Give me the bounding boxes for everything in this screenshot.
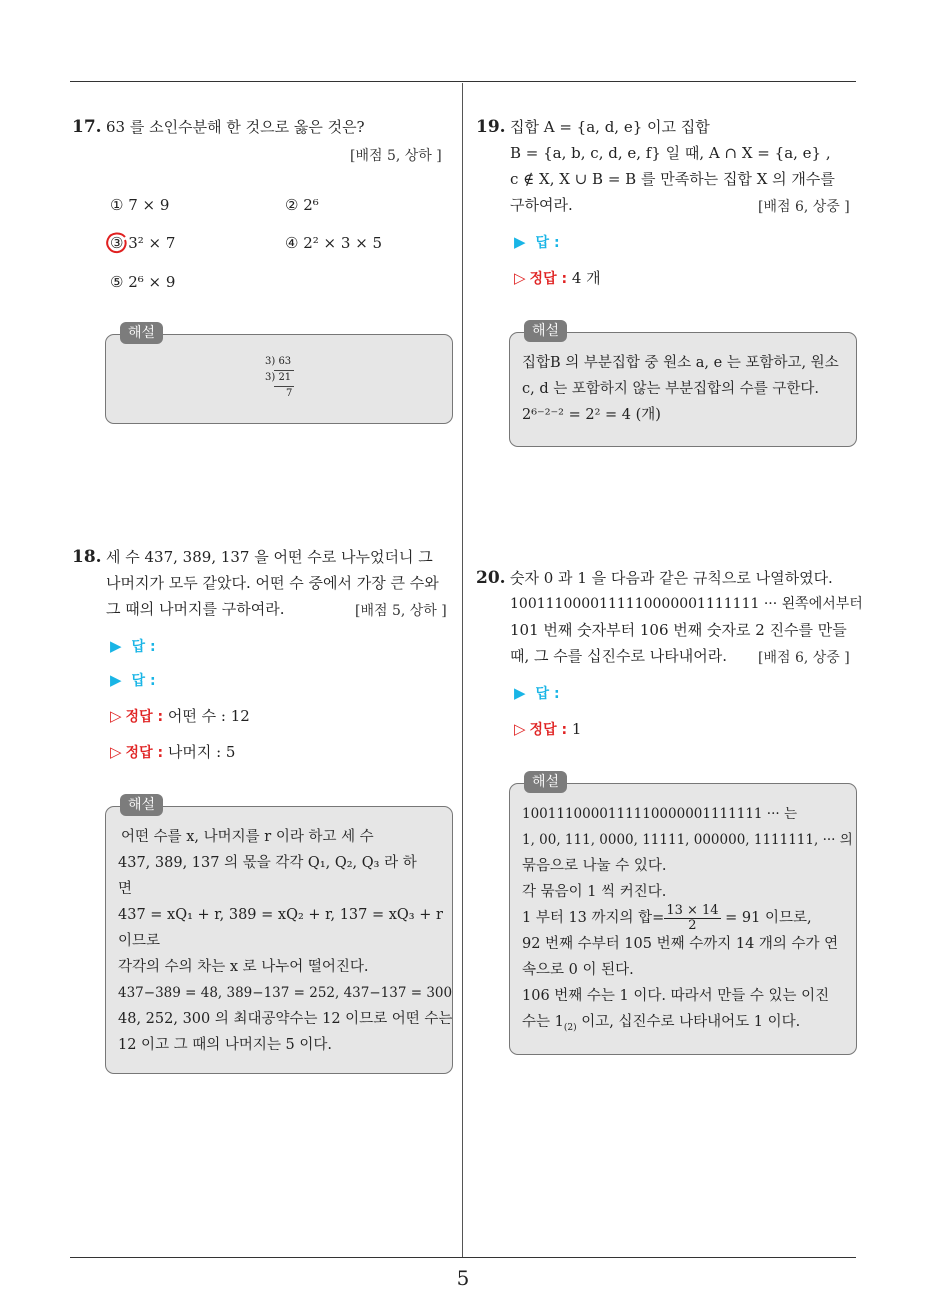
q20-explain-line-8: 106 번째 수는 1 이다. 따라서 만들 수 있는 이진: [522, 988, 830, 1004]
division-bar-1: [274, 370, 294, 371]
q18-answer-field-1[interactable]: ▶ 답 :: [110, 637, 156, 655]
outline-triangle-icon: ▷: [110, 743, 122, 761]
q20-explain-tag: 해설: [524, 771, 567, 793]
play-triangle-icon: ▶: [110, 671, 122, 689]
q19-line-1: 집합 A = {a, d, e} 이고 집합: [510, 118, 710, 136]
q20-explain-line-4: 각 묶음이 1 씩 커진다.: [522, 884, 667, 900]
q17-explain-line-2: 3) 21: [265, 372, 292, 383]
page-number: 5: [456, 1266, 470, 1290]
bottom-rule: [70, 1257, 856, 1258]
q18-number: 18.: [72, 547, 102, 567]
q18-line-1: 세 수 437, 389, 137 을 어떤 수로 나누었더니 그: [106, 548, 433, 566]
top-rule: [70, 81, 856, 82]
q19-number: 19.: [476, 117, 506, 137]
q18-line-2: 나머지가 모두 같았다. 어떤 수 중에서 가장 큰 수와: [106, 574, 439, 592]
q17-explain-line-1: 3) 63: [265, 356, 292, 367]
q20-explain-line-1: 1001110000111110000001111111 ··· 는: [522, 806, 797, 822]
q20-number: 20.: [476, 568, 506, 588]
q20-explain-line-7: 속으로 0 이 된다.: [522, 962, 634, 978]
q20-line-2: 1001110000111110000001111111 ··· 왼쪽에서부터: [510, 596, 863, 612]
q17-choice-4[interactable]: ④ 2² × 3 × 5: [285, 234, 383, 252]
q17-text: 63 를 소인수분해 한 것으로 옳은 것은?: [106, 118, 365, 136]
column-divider: [462, 83, 463, 1257]
q18-explain-tag: 해설: [120, 794, 163, 816]
q20-explain-line-6: 92 번째 수부터 105 번째 수까지 14 개의 수가 연: [522, 936, 839, 952]
q19-answer-field[interactable]: ▶ 답 :: [514, 233, 560, 251]
q17-choice-5[interactable]: ⑤ 2⁶ × 9: [110, 273, 176, 291]
q18-explain-line-3: 면: [118, 881, 133, 897]
q18-explain-line-6: 각각의 수의 차는 x 로 나누어 떨어진다.: [118, 959, 369, 975]
division-bar-2: [274, 386, 294, 387]
play-triangle-icon: ▶: [514, 684, 526, 702]
q19-line-3: c ∉ X, X ∪ B = B 를 만족하는 집합 X 의 개수를: [510, 170, 835, 188]
q17-explain-tag: 해설: [120, 322, 163, 344]
q20-line-3: 101 번째 숫자부터 106 번째 숫자로 2 진수를 만들: [510, 621, 847, 639]
q18-correct-answer-2: ▷ 정답 : 나머지 : 5: [110, 743, 236, 761]
play-triangle-icon: ▶: [110, 637, 122, 655]
q18-score: [배점 5, 상하 ]: [355, 603, 447, 619]
q18-explain-line-4: 437 = xQ₁ + r, 389 = xQ₂ + r, 137 = xQ₃ + r: [118, 907, 443, 923]
q17-score: [배점 5, 상하 ]: [350, 148, 442, 164]
q18-explain-line-2: 437, 389, 137 의 몫을 각각 Q₁, Q₂, Q₃ 라 하: [118, 855, 417, 871]
q20-correct-answer: ▷ 정답 : 1: [514, 720, 582, 738]
q18-explain-line-8: 48, 252, 300 의 최대공약수는 12 이므로 어떤 수는: [118, 1011, 453, 1027]
q19-line-2: B = {a, b, c, d, e, f} 일 때, A ∩ X = {a, e} ,: [510, 144, 831, 162]
selected-answer-circle-icon: [105, 231, 129, 255]
outline-triangle-icon: ▷: [514, 269, 526, 287]
q18-line-3: 그 때의 나머지를 구하여라.: [106, 600, 285, 618]
q19-explain-line-1: 집합B 의 부분집합 중 원소 a, e 는 포함하고, 원소: [522, 355, 839, 371]
q18-explain-line-5: 이므로: [118, 933, 161, 949]
q18-explain-line-7: 437−389 = 48, 389−137 = 252, 437−137 = 300: [118, 985, 453, 1001]
q20-line-4: 때, 그 수를 십진수로 나타내어라.: [510, 647, 727, 665]
q20-explain-line-2: 1, 00, 111, 0000, 11111, 000000, 1111111, ··· 의: [522, 832, 853, 848]
play-triangle-icon: ▶: [514, 233, 526, 251]
q20-explain-line-3: 묶음으로 나눌 수 있다.: [522, 858, 667, 874]
q18-answer-field-2[interactable]: ▶ 답 :: [110, 671, 156, 689]
q20-explain-line-9: 수는 $1_{(2)}$ 이고, 십진수로 나타내어도 1 이다.: [522, 1014, 801, 1033]
q19-score: [배점 6, 상중 ]: [758, 199, 850, 215]
q19-explain-line-2: c, d 는 포함하지 않는 부분집합의 수를 구한다.: [522, 381, 820, 397]
q19-explain-tag: 해설: [524, 320, 567, 342]
q17-explain-line-3: 7: [286, 388, 293, 399]
q18-correct-answer-1: ▷ 정답 : 어떤 수 : 12: [110, 707, 250, 725]
q17-choice-3[interactable]: ③ 3² × 7: [110, 234, 176, 252]
q20-answer-field[interactable]: ▶ 답 :: [514, 684, 560, 702]
q20-line-1: 숫자 0 과 1 을 다음과 같은 규칙으로 나열하였다.: [510, 569, 833, 587]
q19-correct-answer: ▷ 정답 : 4 개: [514, 269, 601, 287]
fraction: $\frac{13 \times 14}{2}$: [666, 902, 719, 933]
q19-explain-line-3: 2⁶⁻²⁻² = 2² = 4 (개): [522, 407, 661, 423]
q17-choice-2[interactable]: ② 2⁶: [285, 196, 319, 214]
q20-score: [배점 6, 상중 ]: [758, 650, 850, 666]
q17-number: 17.: [72, 117, 102, 137]
q20-explain-line-5: 1 부터 13 까지의 합= $\frac{13 \times 14}{2}$ = 91 이므로,: [522, 902, 812, 933]
q18-explain-line-1: 어떤 수를 x, 나머지를 r 이라 하고 세 수: [121, 829, 374, 845]
outline-triangle-icon: ▷: [514, 720, 526, 738]
q18-explain-line-9: 12 이고 그 때의 나머지는 5 이다.: [118, 1037, 333, 1053]
q19-line-4: 구하여라.: [510, 196, 573, 214]
outline-triangle-icon: ▷: [110, 707, 122, 725]
q17-choice-1[interactable]: ① 7 × 9: [110, 196, 170, 214]
